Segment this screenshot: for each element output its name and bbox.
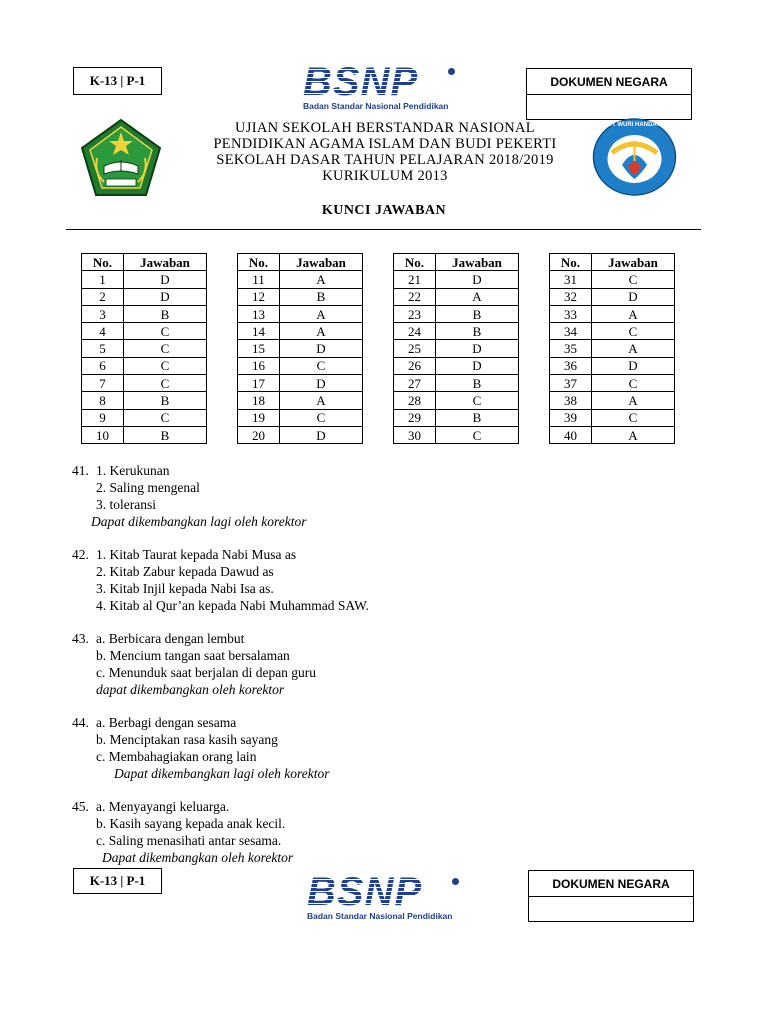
exam-title-line-3: SEKOLAH DASAR TAHUN PELAJARAN 2018/2019: [216, 152, 554, 168]
essay-number: 45.: [72, 799, 89, 814]
header-cell-jawaban: Jawaban: [592, 254, 675, 271]
answer-cell: C: [592, 323, 675, 340]
table-row: [82, 392, 207, 409]
answer-cell: A: [592, 392, 675, 409]
table-row: [238, 426, 363, 443]
question-number-cell: 34: [550, 323, 592, 340]
question-number-cell: 18: [238, 392, 280, 409]
answer-cell: A: [592, 305, 675, 322]
question-number-cell: 6: [82, 357, 124, 374]
answer-cell: C: [124, 340, 207, 357]
essay-answer-item: 2. Kitab Zabur kepada Dawud as: [96, 564, 274, 579]
answer-cell: C: [124, 357, 207, 374]
header-cell-jawaban: Jawaban: [280, 254, 363, 271]
answer-cell: D: [280, 426, 363, 443]
answer-cell: D: [280, 375, 363, 392]
question-number-cell: 22: [394, 288, 436, 305]
essay-number: 43.: [72, 631, 89, 646]
answer-cell: D: [124, 288, 207, 305]
footer-bsnp-logo: [307, 870, 467, 926]
table-row: [550, 375, 675, 392]
answer-cell: B: [436, 323, 519, 340]
table-row: [238, 409, 363, 426]
question-number-cell: 36: [550, 357, 592, 374]
table-row: [394, 288, 519, 305]
header-cell-jawaban: Jawaban: [436, 254, 519, 271]
table-row: [82, 340, 207, 357]
answer-cell: D: [592, 288, 675, 305]
answer-cell: B: [436, 375, 519, 392]
essay-note: dapat dikembangkan oleh korektor: [96, 682, 285, 697]
question-number-cell: 38: [550, 392, 592, 409]
essay-number: 41.: [72, 463, 89, 478]
table-row: [238, 271, 363, 288]
table-row: [550, 323, 675, 340]
bsnp-logo-word: BSNP: [303, 66, 463, 98]
table-row: [82, 323, 207, 340]
doc-label: DOKUMEN NEGARA: [527, 69, 691, 95]
doc-box: [526, 68, 692, 120]
question-number-cell: 25: [394, 340, 436, 357]
table-row: [394, 340, 519, 357]
essay-answer-item: b. Menciptakan rasa kasih sayang: [96, 732, 278, 747]
bsnp-logo-dot: [448, 68, 455, 75]
table-row: [238, 288, 363, 305]
header-cell-jawaban: Jawaban: [124, 254, 207, 271]
question-number-cell: 24: [394, 323, 436, 340]
section-title: KUNCI JAWABAN: [321, 203, 447, 218]
header-cell-no: No.: [82, 254, 124, 271]
essay-note: Dapat dikembangkan oleh korektor: [102, 850, 294, 865]
question-number-cell: 30: [394, 426, 436, 443]
question-number-cell: 20: [238, 426, 280, 443]
essay-answer-item: a. Berbagi dengan sesama: [96, 715, 237, 730]
answer-cell: C: [436, 426, 519, 443]
question-number-cell: 4: [82, 323, 124, 340]
table-row: [550, 305, 675, 322]
question-number-cell: 16: [238, 357, 280, 374]
question-number-cell: 13: [238, 305, 280, 322]
header-cell-no: No.: [550, 254, 592, 271]
table-row: [394, 392, 519, 409]
answer-cell: D: [124, 271, 207, 288]
answer-key-table: [393, 253, 519, 444]
essay-answer-item: 1. Kitab Taurat kepada Nabi Musa as: [96, 547, 297, 562]
table-row: [82, 375, 207, 392]
answer-cell: A: [280, 323, 363, 340]
answer-cell: B: [124, 305, 207, 322]
question-number-cell: 5: [82, 340, 124, 357]
answer-cell: C: [280, 409, 363, 426]
essay-number: 42.: [72, 547, 89, 562]
answer-cell: A: [280, 271, 363, 288]
answer-cell: C: [592, 409, 675, 426]
answer-key-table: [549, 253, 675, 444]
table-row: [550, 288, 675, 305]
code-label: K-13 | P-1: [89, 73, 146, 88]
essay-note: Dapat dikembangkan lagi oleh korektor: [91, 514, 307, 529]
question-number-cell: 7: [82, 375, 124, 392]
table-row: [550, 340, 675, 357]
essay-answer-item: 3. toleransi: [96, 497, 156, 512]
footer-code-box: [73, 868, 162, 894]
answer-cell: D: [592, 357, 675, 374]
table-row: [550, 357, 675, 374]
exam-title: [160, 120, 610, 184]
answer-key-table: [237, 253, 363, 444]
essay-answer-item: 3. Kitab Injil kepada Nabi Isa as.: [96, 581, 274, 596]
footer-bsnp-logo-subtitle: Badan Standar Nasional Pendidikan: [307, 911, 453, 921]
answer-cell: C: [124, 409, 207, 426]
answer-cell: A: [280, 392, 363, 409]
question-number-cell: 27: [394, 375, 436, 392]
table-row: [82, 271, 207, 288]
table-row: [82, 357, 207, 374]
footer-doc-label: DOKUMEN NEGARA: [529, 871, 693, 897]
header-cell-no: No.: [238, 254, 280, 271]
essay-answer-item: a. Menyayangi keluarga.: [96, 799, 230, 814]
table-row: [394, 323, 519, 340]
essay-answer-item: 2. Saling mengenal: [96, 480, 200, 495]
question-number-cell: 10: [82, 426, 124, 443]
question-number-cell: 15: [238, 340, 280, 357]
question-number-cell: 33: [550, 305, 592, 322]
table-row: [550, 409, 675, 426]
table-row: [550, 392, 675, 409]
question-number-cell: 12: [238, 288, 280, 305]
answer-cell: B: [436, 409, 519, 426]
question-number-cell: 35: [550, 340, 592, 357]
question-number-cell: 3: [82, 305, 124, 322]
essay-answer-item: b. Mencium tangan saat bersalaman: [96, 648, 290, 663]
question-number-cell: 19: [238, 409, 280, 426]
table-row: [394, 375, 519, 392]
table-header-row: [82, 254, 207, 271]
answer-cell: B: [280, 288, 363, 305]
question-number-cell: 2: [82, 288, 124, 305]
essay-number: 44.: [72, 715, 89, 730]
tut-wuri-motto: TUT WURI HANDAYANI: [604, 122, 670, 128]
answer-cell: A: [280, 305, 363, 322]
table-row: [82, 305, 207, 322]
question-number-cell: 28: [394, 392, 436, 409]
answer-cell: D: [280, 340, 363, 357]
answer-cell: C: [280, 357, 363, 374]
answer-cell: B: [124, 392, 207, 409]
table-row: [238, 375, 363, 392]
table-row: [394, 271, 519, 288]
answer-cell: C: [592, 375, 675, 392]
question-number-cell: 21: [394, 271, 436, 288]
answer-cell: A: [592, 426, 675, 443]
answer-cell: A: [436, 288, 519, 305]
essay-note: Dapat dikembangkan lagi oleh korektor: [114, 766, 330, 781]
answer-cell: C: [124, 323, 207, 340]
essay-answer-item: b. Kasih sayang kepada anak kecil.: [96, 816, 286, 831]
question-number-cell: 23: [394, 305, 436, 322]
question-number-cell: 1: [82, 271, 124, 288]
header-cell-no: No.: [394, 254, 436, 271]
answer-cell: D: [436, 340, 519, 357]
question-number-cell: 31: [550, 271, 592, 288]
bsnp-logo: [303, 60, 463, 116]
bsnp-logo-subtitle: Badan Standar Nasional Pendidikan: [303, 101, 449, 111]
footer-bsnp-logo-word: BSNP: [307, 876, 467, 908]
answer-cell: C: [124, 375, 207, 392]
divider: [66, 229, 701, 230]
answer-cell: A: [592, 340, 675, 357]
exam-title-line-4: KURIKULUM 2013: [322, 168, 448, 184]
essay-answer-item: c. Membahagiakan orang lain: [96, 749, 257, 764]
footer-code-label: K-13 | P-1: [89, 873, 146, 888]
table-row: [238, 323, 363, 340]
kemenag-logo-icon: [80, 118, 162, 198]
table-row: [82, 426, 207, 443]
table-row: [550, 271, 675, 288]
question-number-cell: 39: [550, 409, 592, 426]
answer-cell: B: [124, 426, 207, 443]
essay-answer-item: c. Menunduk saat berjalan di depan guru: [96, 665, 317, 680]
answer-cell: B: [436, 305, 519, 322]
essay-answer-item: 4. Kitab al Qur’an kepada Nabi Muhammad SAW.: [96, 598, 369, 613]
exam-title-line-1: UJIAN SEKOLAH BERSTANDAR NASIONAL: [235, 120, 535, 136]
table-row: [394, 409, 519, 426]
table-row: [238, 340, 363, 357]
essay-answer-item: a. Berbicara dengan lembut: [96, 631, 245, 646]
answer-cell: C: [436, 392, 519, 409]
table-row: [394, 305, 519, 322]
table-row: [82, 288, 207, 305]
essay-answer-item: c. Saling menasihati antar sesama.: [96, 833, 282, 848]
question-number-cell: 9: [82, 409, 124, 426]
table-row: [238, 357, 363, 374]
footer-bsnp-logo-dot: [452, 878, 459, 885]
answer-cell: D: [436, 357, 519, 374]
question-number-cell: 29: [394, 409, 436, 426]
answer-key-table: [81, 253, 207, 444]
exam-title-line-2: PENDIDIKAN AGAMA ISLAM DAN BUDI PEKERTI: [213, 136, 557, 152]
question-number-cell: 14: [238, 323, 280, 340]
footer-doc-box: [528, 870, 694, 922]
table-header-row: [238, 254, 363, 271]
question-number-cell: 17: [238, 375, 280, 392]
table-row: [394, 426, 519, 443]
table-header-row: [394, 254, 519, 271]
question-number-cell: 8: [82, 392, 124, 409]
code-box: [73, 67, 162, 95]
table-row: [238, 305, 363, 322]
table-row: [550, 426, 675, 443]
table-row: [82, 409, 207, 426]
question-number-cell: 11: [238, 271, 280, 288]
table-row: [238, 392, 363, 409]
table-row: [394, 357, 519, 374]
answer-cell: C: [592, 271, 675, 288]
table-header-row: [550, 254, 675, 271]
question-number-cell: 32: [550, 288, 592, 305]
essay-answer-item: 1. Kerukunan: [96, 463, 170, 478]
answer-cell: D: [436, 271, 519, 288]
question-number-cell: 40: [550, 426, 592, 443]
question-number-cell: 37: [550, 375, 592, 392]
question-number-cell: 26: [394, 357, 436, 374]
